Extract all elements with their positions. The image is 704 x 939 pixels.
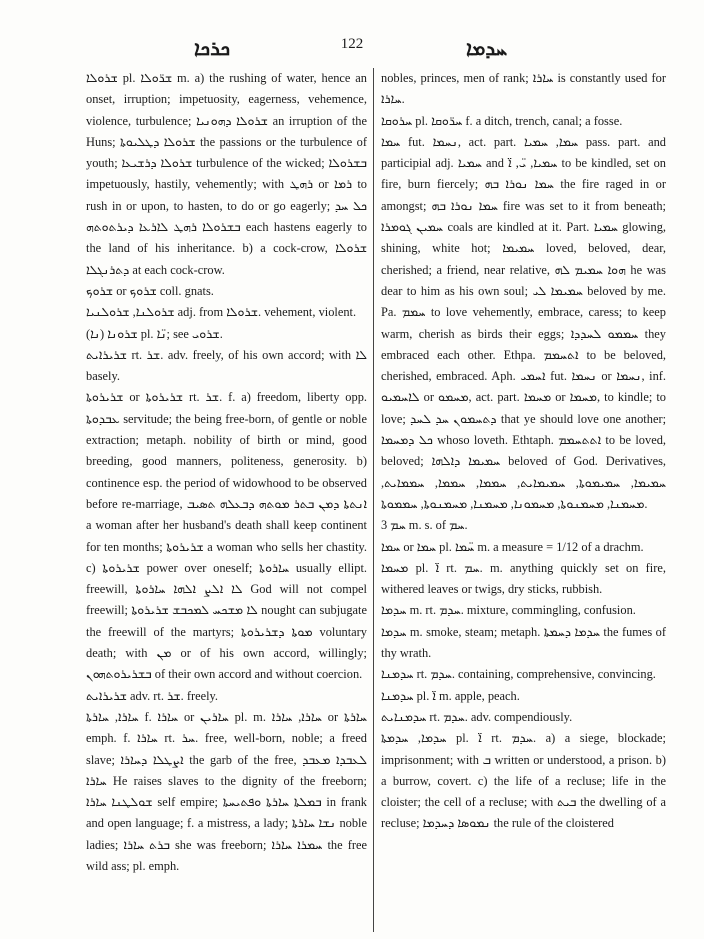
entry: nobles, princes, men of rank; ܚܐܪܐ is constantly used for ܚܐܪܐ. xyxy=(381,71,666,107)
entry: ܚܕܡܢܐ pl. ܐ̈ m. apple, peach. xyxy=(381,688,520,703)
entry: ܚܕܡܐ m. rt. ܚܕܡ. mixture, commingling, confusion. xyxy=(381,603,636,618)
entry: ܫܪܘܟ or ܫܪܘܟ coll. gnats. xyxy=(86,283,214,298)
entry: ܚܪܘܩܐ pl. ܚܪ̈ܘܩܐ f. a ditch, trench, canal; a fosse. xyxy=(381,113,623,128)
entry: ܚܕܡܐ, ܚܕܡܬܐ pl. ܐ̈ rt. ܚܕܡ. a) a siege, blockade; imprisonment; with ܒ written or understood, a prison. b) a burrow, covert. c) the life of a recluse; life in the cloister; the cell of a recluse; with ܒܝܬ the dwelling of a recluse; ܢܡܘܣܐ ܕܚܕܡܐ the rule of the cloistered xyxy=(381,731,666,831)
entry: ܫܪܝܪܐܝܬ adv. rt. ܫܪ. freely. xyxy=(86,688,219,703)
entry: ܚܡܐ fut. ܢܚܡܐ, act. part. ܚܡܐ, ܚܡܝܐ pass. part. and participial adj. ܚܡܝܐ and ܚܡܝܐ, ܝ̈, ܐ̈ to be kindled, set on fire, burn fiercely; ܚܡܐ ܢܘܪܐ ܒܗ the fire raged in or amongst; ܚܡܐ ܢܘܪܐ ܒܗ fire was set to it from beneath; ܚܡܝܢ ܓܘܡܪܐ coals are kindled at it. Part. ܚܡܝܐ glowing, shining, white hot; ܚܡܝܡܐ loved, beloved, dear, cherished; a friend, near relative, ܗܘܐ ܚܡܝܡ ܠܗ he was dear to him as his own soul; ܚܡܝܡܐ ܠܝ beloved by me. Pa. ܚܡܡ to love vehemently, embrace, caress; to keep warm, cherish as birds their eggs; ܚܡܡܘ ܠܚܕܕܐ they embraced each other. Ethpa. ܐܬܚܡܡ to be beloved, cherished, embraced. Aph. ܐܚܡܝ fut. ܢܚܡܐ or ܢܚܡܐ, inf. ܠܐܚܡܝܘ or ܡܚܡܘ, act. part. ܡܚܡܐ or ܡܚܡܐ, to kindle; to love; ܕܬܚܡܘܢ ܚܕ ܠܚܕ that ye should love one another; ܟܠ ܕܡܚܡܐ whoso loveth. Ethtaph. ܐܬܬܚܡܡ to be loved, beloved; ܚܡܝܡܐ ܕܐܠܗܐ beloved of God. Derivatives, ܚܡܝܡܐ, ܚܡܝܡܘܬܐ, ܚܡܝܡܐܝܬ, ܚܡܡܐ, ܚܡܡܐ, ܚܡܡܐܝܬ, ܡܚܡܢܐ, ܡܚܡܢܘܬܐ, ܡܚܡܘܢܐ, ܡܚܡܢܐ, ܡܚܡܢܘܬܐ, ܚܡܡܘܬܐ. xyxy=(381,134,666,511)
entry: ܫܪܝܪܐܝܬ rt. ܫܪ. adv. freely, of his own accord; with ܠܐ basely. xyxy=(86,347,367,384)
entry: ܫܪܘܠܢܐ, ܫܪܘܠܢܝܐ adj. from ܫܪܘܠܐ. vehement, violent. xyxy=(86,305,357,320)
entry: ܡܚܡܐ pl. ܐ̈ rt. ܚܡ. m. anything quickly set on fire, withered leaves or twigs, dry sticks, rubbish. xyxy=(381,560,666,597)
entry: ܚܕܡܐ m. smoke, steam; metaph. ܚܕܡܐ ܕܚܡܬܐ the fumes of thy wrath. xyxy=(381,624,666,661)
entry: ܚܕܡܢܐ rt. ܚܕܡ. containing, comprehensive, convincing. xyxy=(381,667,656,682)
entry: ܫܪܘܢܐ (ܢܐ) pl. ܢ̈ܐ; see ܫܪܘܝ. xyxy=(86,326,223,341)
right-column xyxy=(381,68,666,934)
page-number: 122 xyxy=(340,36,364,52)
entry: ܚܡܐ or ܚܡܐ pl. ܚ̈ܡܐ m. a measure = 1/12 of a drachm. xyxy=(381,539,644,554)
entry: ܫܪܘܠܐ pl. ܫܪ̈ܘܠܐ m. a) the rushing of water, hence an onset, irruption; impetuosity, eagerness, vehemence, violence, turbulence; ܫܪܘܠܐ ܕܗܘܢܝܐ an irruption of the Huns; ܫܪܘܠܐ ܕܛܠܝܘܬܐ the passions or the turbulence of youth; ܫܪܘܠܐ ܕܪܫܝܥܐ turbulence of the wicked; ܒܫܪܘܠܐ impetuously, hastily, vehemently; with ܪܗܛ or ܪܡܐ to rush in or upon, to hasten, to do or go eagerly; ܟܠ ܚܕ ܒܫܪܘܠܐ ܪܗܛ ܠܐܪܥܐ ܕܝܪܬܘܬܗ each hastens eagerly to the land of his inheritance. b) a cock-crow, ܫܪܘܠܐ ܕܬܪܢܓܠܐ at each cock-crow. xyxy=(86,71,367,277)
left-column xyxy=(86,68,367,934)
entry: ܫܪܝܪܘܬܐ or ܫܪܝܪܘܬܐ rt. ܫܪ. f. a) freedom, liberty opp. ܥܒܕܘܬܐ servitude; the being free-born, of gentle or noble extraction; metaph. nobility of birth or mind, good breeding, good manners, politeness, generosity. b) continence esp. the period of widowhood to be observed before re-marriage, ܐܢܬܬܐ ܕܡܢ ܒܬܪ ܡܘܬܗ ܕܒܥܠܗ ܬܣܝܒ a woman after her husband's death shall keep continent for ten months; ܫܪܝܪܘܬܐ a woman who sells her chastity. c) ܫܪܝܪܘܬܐ power over oneself; ܚܐܪܘܬܐ usually ellipt. freewill, ܠܐ ܐܠܨ ܐܠܗܐ ܚܐܪܘܬܐ God will not compel freewill; ܠܐ ܡܫܟܚ ܠܡܟܒܫ ܫܪܝܪܘܬܐ nought can subjugate the freewill of the martyrs; ܡܘܬܐ ܕܫܪܝܪܘܬܐ voluntary death; with ܡܢ or of his own accord, willingly; ܒܫܪܝܪܘܬܗܘܢ of their own accord and without coercion. xyxy=(86,390,367,682)
entry: ܚܡ 3 m. s. of ܚܡ. xyxy=(381,518,468,533)
entry: ܚܕܡܢܐܝܬ rt. ܚܕܡ. adv. compendiously. xyxy=(381,709,573,724)
entry: ܚܐܪܐ, ܚܐܪܬܐ f. ܚܐܪܐ or ܚܐܪܝܢ pl. m. ܚܐܪܐ, ܚܐܪܐ or ܚܐܪܬܐ emph. f. ܚܐܪܐ rt. ܚܪ. free, well-born, noble; a freed slave; ܐܨܛܠܐ ܕܚܐܪܐ the garb of the free, ܠܥܒܕܐ ܡܥܒܕ ܚܐܪܐ He raises slaves to the dignity of the freeborn; ܫܘܠܛܢܐ ܚܐܪܐ self empire; ܒܡܠܬܐ ܚܐܪܬܐ ܘܦܬܝܚܬܐ in frank and open language; f. a mistress, a lady; ܢܫܐ ܚܐܪܬܐ noble ladies; ܒܪܬ ܚܐܪܐ she was freeborn; ܚܡܪܐ ܚܐܪܐ the free wild ass; pl. emph. xyxy=(86,709,367,873)
column-divider xyxy=(373,68,374,932)
running-head-right: ܚܕܡܐ xyxy=(466,36,508,60)
running-head-left: ܟܪܟܐ xyxy=(194,36,231,60)
